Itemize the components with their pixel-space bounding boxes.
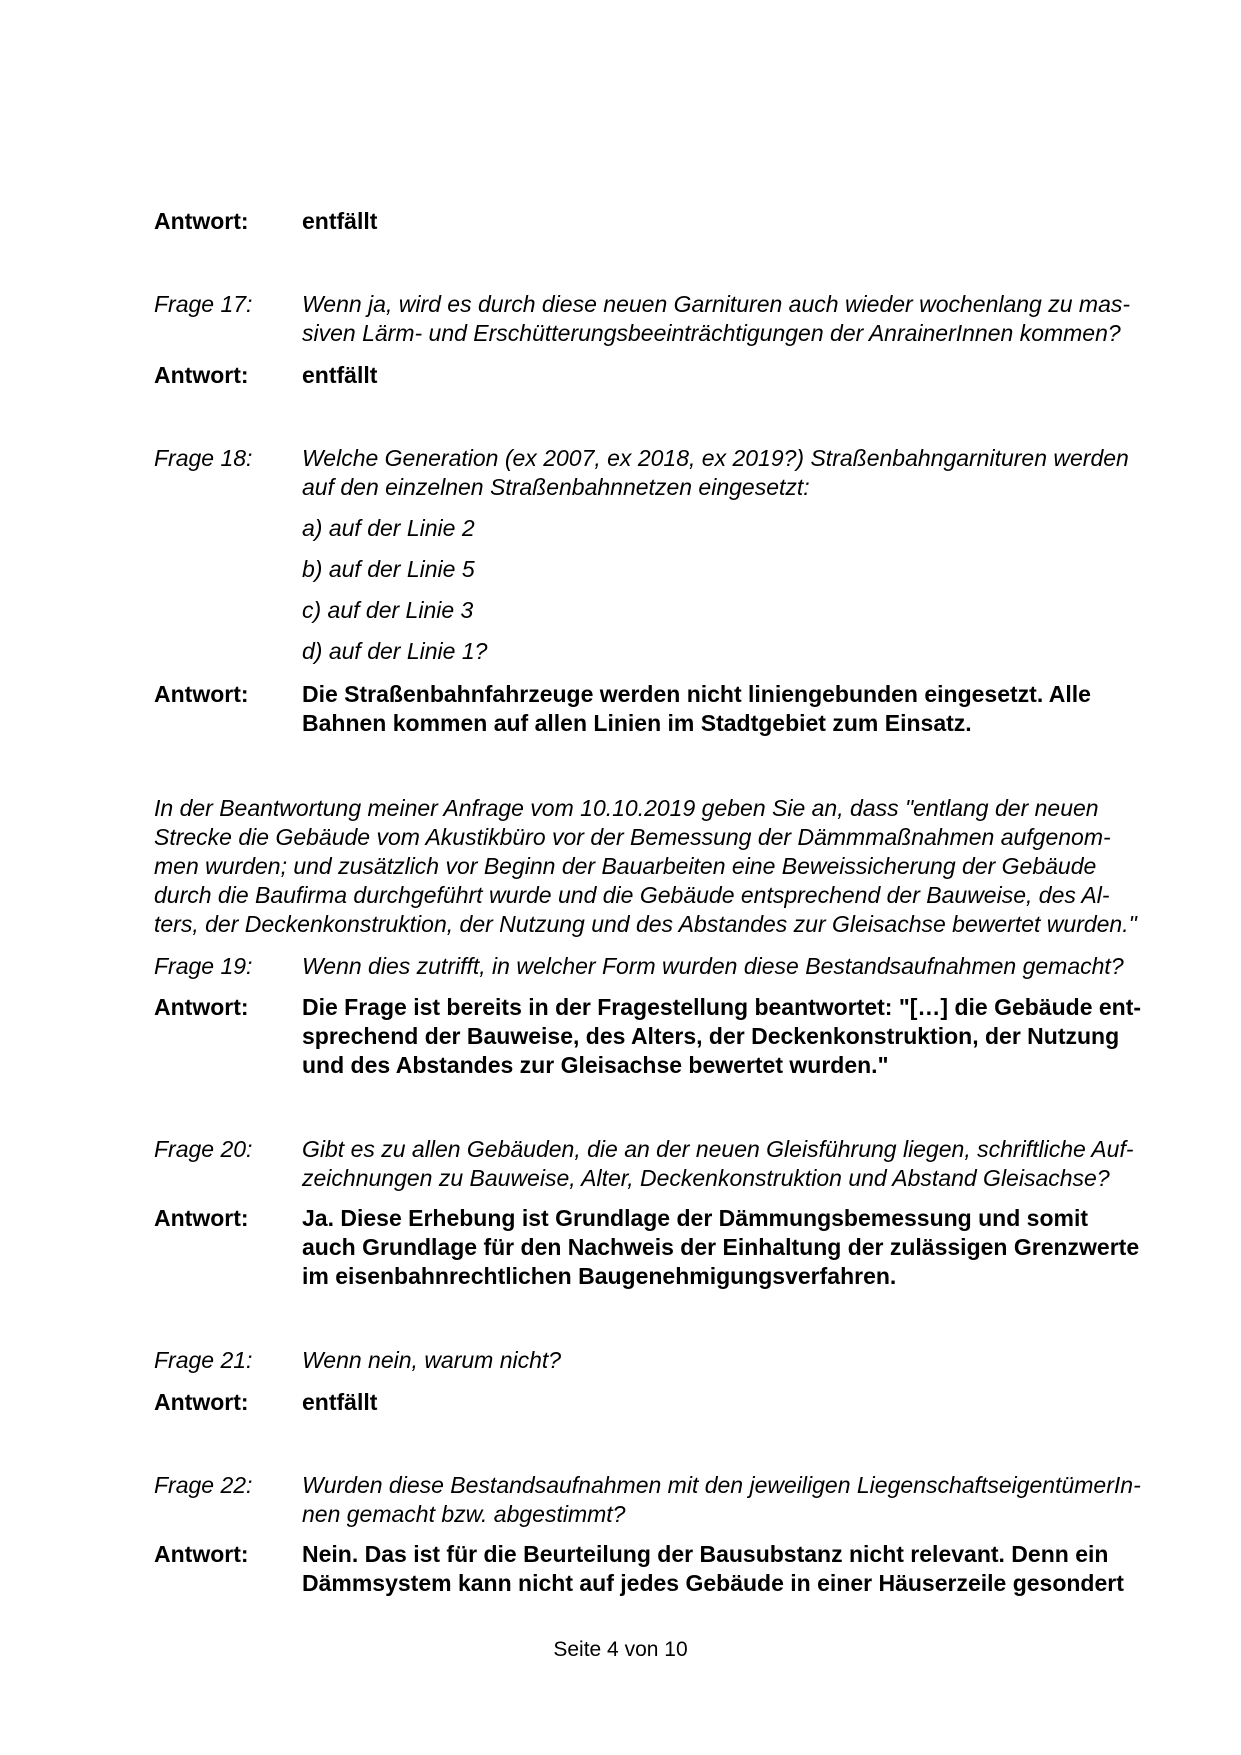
answer-label: Antwort:	[154, 1205, 249, 1231]
list-item: c) auf der Linie 3	[302, 597, 474, 623]
answer-line: Ja. Diese Erhebung ist Grundlage der Dämmungsbemessung und somit	[302, 1205, 1088, 1231]
answer-block-top	[154, 207, 1144, 236]
answer-label: Antwort:	[154, 208, 249, 234]
answer-label: Antwort:	[154, 362, 249, 388]
question-18	[154, 444, 1144, 666]
page-number: Seite 4 von 10	[553, 1638, 688, 1661]
answer-text	[302, 680, 1144, 738]
answer-text: entfällt	[302, 362, 378, 388]
question-label: Frage 22:	[154, 1472, 253, 1498]
answer-19	[154, 993, 1144, 1080]
answer-text	[302, 993, 1144, 1080]
answer-20	[154, 1204, 1144, 1291]
intro-paragraph	[154, 794, 1144, 939]
question-label: Frage 21:	[154, 1347, 253, 1373]
answer-21	[154, 1388, 1144, 1417]
answer-18	[154, 680, 1144, 738]
question-line: nen gemacht bzw. abgestimmt?	[302, 1501, 626, 1527]
question-line: Gibt es zu allen Gebäuden, die an der neuen Gleisführung liegen, schriftliche Auf-	[302, 1136, 1134, 1162]
question-line: Wurden diese Bestandsaufnahmen mit den jeweiligen LiegenschaftseigentümerIn-	[302, 1472, 1141, 1498]
question-19	[154, 952, 1144, 981]
paragraph-line: durch die Baufirma durchgeführt wurde und die Gebäude entsprechend der Bauweise, des Al-	[154, 882, 1110, 908]
answer-line: und des Abstandes zur Gleisachse bewertet wurden."	[302, 1052, 889, 1078]
question-line: zeichnungen zu Bauweise, Alter, Deckenkonstruktion und Abstand Gleisachse?	[302, 1165, 1110, 1191]
question-line: Wenn dies zutrifft, in welcher Form wurden diese Bestandsaufnahmen gemacht?	[302, 953, 1124, 979]
list-item: d) auf der Linie 1?	[302, 638, 488, 664]
answer-22	[154, 1540, 1144, 1598]
answer-label: Antwort:	[154, 681, 249, 707]
question-22	[154, 1471, 1144, 1529]
question-text	[302, 952, 1144, 981]
answer-label: Antwort:	[154, 994, 249, 1020]
answer-line: auch Grundlage für den Nachweis der Einhaltung der zulässigen Grenzwerte	[302, 1234, 1140, 1260]
answer-line: im eisenbahnrechtlichen Baugenehmigungsverfahren.	[302, 1263, 897, 1289]
question-line: Wenn ja, wird es durch diese neuen Garnituren auch wieder wochenlang zu mas-	[302, 291, 1131, 317]
question-line: auf den einzelnen Straßenbahnnetzen eingesetzt:	[302, 474, 810, 500]
answer-line: Bahnen kommen auf allen Linien im Stadtgebiet zum Einsatz.	[302, 710, 972, 736]
question-text	[302, 444, 1144, 666]
question-label: Frage 17:	[154, 291, 253, 317]
answer-17	[154, 361, 1144, 390]
question-label: Frage 20:	[154, 1136, 253, 1162]
answer-line: Nein. Das ist für die Beurteilung der Bausubstanz nicht relevant. Denn ein	[302, 1541, 1109, 1567]
answer-text: entfällt	[302, 1389, 378, 1415]
paragraph-line: Strecke die Gebäude vom Akustikbüro vor der Bemessung der Dämmmaßnahmen aufgenom-	[154, 824, 1111, 850]
question-line: Wenn nein, warum nicht?	[302, 1347, 562, 1373]
paragraph-line: ters, der Deckenkonstruktion, der Nutzung und des Abstandes zur Gleisachse bewertet wurden."	[154, 911, 1137, 937]
answer-label: Antwort:	[154, 1389, 249, 1415]
question-line: Welche Generation (ex 2007, ex 2018, ex 2019?) Straßenbahngarnituren werden	[302, 445, 1129, 471]
answer-line: Dämmsystem kann nicht auf jedes Gebäude in einer Häuserzeile gesondert	[302, 1570, 1124, 1596]
question-17	[154, 290, 1144, 348]
question-text	[302, 1471, 1144, 1529]
answer-text: entfällt	[302, 208, 378, 234]
paragraph-line: men wurden; und zusätzlich vor Beginn der Bauarbeiten eine Beweissicherung der Gebäude	[154, 853, 1097, 879]
paragraph-line: In der Beantwortung meiner Anfrage vom 10.10.2019 geben Sie an, dass "entlang der neuen	[154, 795, 1099, 821]
list-item: a) auf der Linie 2	[302, 515, 475, 541]
question-line: siven Lärm- und Erschütterungsbeeinträchtigungen der AnrainerInnen kommen?	[302, 320, 1121, 346]
question-21	[154, 1346, 1144, 1375]
question-label: Frage 18:	[154, 445, 253, 471]
answer-line: sprechend der Bauweise, des Alters, der Deckenkonstruktion, der Nutzung	[302, 1023, 1120, 1049]
answer-label: Antwort:	[154, 1541, 249, 1567]
question-text	[302, 1346, 1144, 1375]
answer-line: Die Frage ist bereits in der Fragestellung beantwortet: "[…] die Gebäude ent-	[302, 994, 1142, 1020]
answer-line: Die Straßenbahnfahrzeuge werden nicht liniengebunden eingesetzt. Alle	[302, 681, 1091, 707]
list-item: b) auf der Linie 5	[302, 556, 475, 582]
question-20	[154, 1135, 1144, 1193]
answer-text	[302, 1204, 1144, 1291]
answer-text	[302, 1540, 1144, 1598]
question-text	[302, 1135, 1144, 1193]
question-label: Frage 19:	[154, 953, 253, 979]
question-text	[302, 290, 1144, 348]
